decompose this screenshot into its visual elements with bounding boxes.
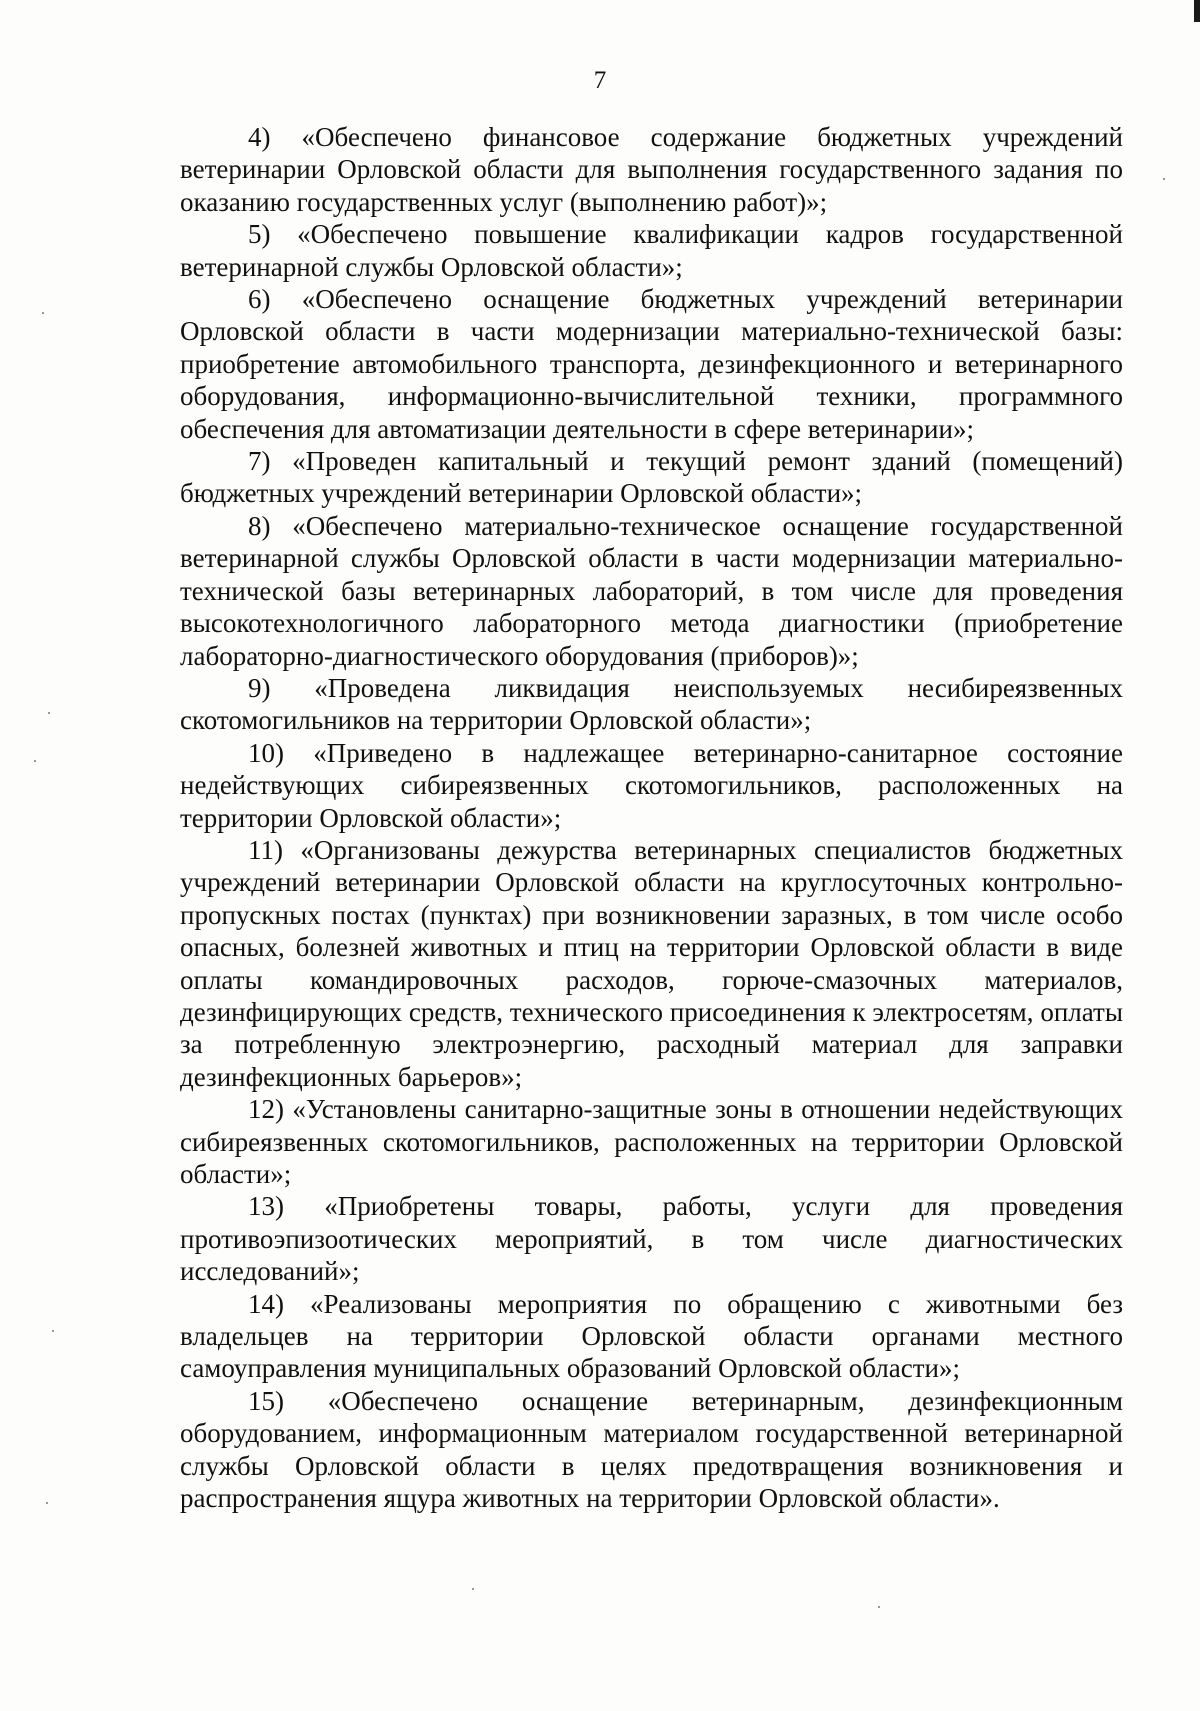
list-item: 10) «Приведено в надлежащее ветеринарно-санитарное состояние недействующих сибиреязвенных скотомогильников, расположенных на территории Орловской области»; <box>180 737 1123 833</box>
scan-speck <box>48 712 50 714</box>
page-number: 7 <box>593 67 607 94</box>
list-item: 12) «Установлены санитарно-защитные зоны в отношении недействующих сибиреязвенных скотомогильников, расположенных на территории Орловской области»; <box>180 1094 1123 1189</box>
scan-corner-mark <box>1194 0 1200 22</box>
document-body <box>180 121 1123 1514</box>
list-item: 4) «Обеспечено финансовое содержание бюджетных учреждений ветеринарии Орловской области для выполнения государственного задания по оказанию государственных услуг (выполнению работ)»; <box>180 122 1123 217</box>
scan-speck <box>46 1502 48 1504</box>
list-item: 7) «Проведен капитальный и текущий ремонт зданий (помещений) бюджетных учреждений ветеринарии Орловской области»; <box>180 446 1123 509</box>
scan-speck <box>878 1606 880 1608</box>
list-item: 15) «Обеспечено оснащение ветеринарным, дезинфекционным оборудованием, информационным материалом государственной ветеринарной службы Орловской области в целях предотвращения возникновения и распространения ящура животных на территории Орловской области». <box>180 1385 1123 1514</box>
list-item: 5) «Обеспечено повышение квалификации кадров государственной ветеринарной службы Орловской области»; <box>180 219 1123 282</box>
list-item: 9) «Проведена ликвидация неиспользуемых несибиреязвенных скотомогильников на территории Орловской области»; <box>180 672 1123 736</box>
list-item: 8) «Обеспечено материально-техническое оснащение государственной ветеринарной службы Орловской области в части модернизации материально-технической базы ветеринарных лабораторий, в том числе для проведения высокотехнологичного лабораторного метода диагностики (приобретение лабораторно-диагностического оборудования (приборов)»; <box>180 510 1123 671</box>
scan-speck <box>42 312 44 314</box>
scan-speck <box>472 1588 474 1590</box>
list-item: 14) «Реализованы мероприятия по обращению с животными без владельцев на территории Орловской области органами местного самоуправления муниципальных образований Орловской области»; <box>180 1288 1123 1384</box>
scan-speck <box>52 1330 54 1332</box>
scan-speck <box>1163 178 1165 180</box>
list-item: 6) «Обеспечено оснащение бюджетных учреждений ветеринарии Орловской области в части модернизации материально-технической базы: приобретение автомобильного транспорта, дезинфекционного и ветеринарного оборудования, информационно-вычислительной техники, программного обеспечения для автоматизации деятельности в сфере ветеринарии»; <box>180 284 1123 444</box>
scan-speck <box>34 760 36 762</box>
list-item: 13) «Приобретены товары, работы, услуги для проведения противоэпизоотических мероприятий, в том числе диагностических исследований»; <box>180 1191 1123 1287</box>
list-item: 11) «Организованы дежурства ветеринарных специалистов бюджетных учреждений ветеринарии Орловской области на круглосуточных контрольно-пропускных постах (пунктах) при возникновении заразных, в том числе особо опасных, болезней животных и птиц на территории Орловской области в виде оплаты командировочных расходов, горюче-смазочных материалов, дезинфицирующих средств, технического присоединения к электросетям, оплаты за потребленную электроэнергию, расходный материал для заправки дезинфекционных барьеров»; <box>180 834 1123 1092</box>
